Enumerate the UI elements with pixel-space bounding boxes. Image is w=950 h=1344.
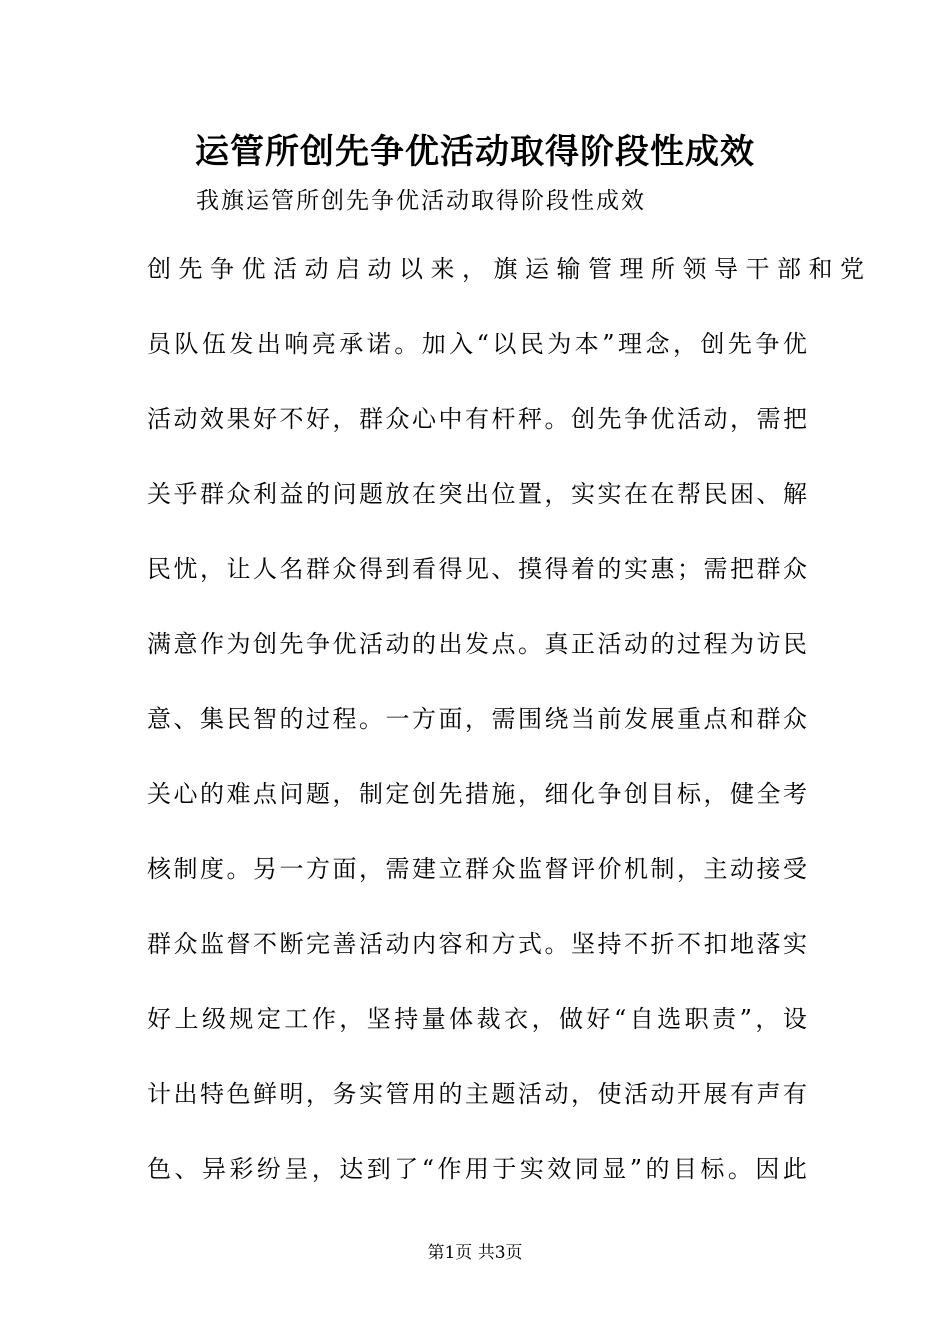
body-line: 计 出 特 色 鲜 明 ， 务 实 管 用 的 主 题 活 动 ， 使 活 动 开 展 有 声 有 (147, 1080, 807, 1108)
body-line: 群 众 监 督 不 断 完 善 活 动 内 容 和 方 式 。 坚 持 不 折 不 扣 地 落 实 (147, 930, 807, 958)
body-line: 核 制 度 。 另 一 方 面 ， 需 建 立 群 众 监 督 评 价 机 制 ， 主 动 接 受 (147, 855, 807, 883)
body-line: 活 动 效 果 好 不 好 ， 群 众 心 中 有 杆 秤 。 创 先 争 优 活 动 ， 需 把 (147, 405, 807, 433)
body-line: 色 、 异 彩 纷 呈 ， 达 到 了 “ 作 用 于 实 效 同 显 ” 的 目 标 。 因 此 (147, 1155, 807, 1183)
body-line: 满 意 作 为 创 先 争 优 活 动 的 出 发 点 。 真 正 活 动 的 过 程 为 访 民 (147, 630, 807, 658)
document-title: 运管所创先争优活动取得阶段性成效 (195, 132, 755, 172)
document-body (147, 243, 872, 1218)
page-footer: 第1页 共3页 (427, 1243, 523, 1263)
document-subtitle: 我旗运管所创先争优活动取得阶段性成效 (196, 188, 646, 214)
body-line: 关 心 的 难 点 问 题 ， 制 定 创 先 措 施 ， 细 化 争 创 目 标 ， 健 全 考 (147, 780, 807, 808)
body-line: 民 忧 ， 让 人 名 群 众 得 到 看 得 见 、 摸 得 着 的 实 惠 ； 需 把 群 众 (147, 555, 807, 583)
body-line: 创先争优活动启动以来，旗运输管理所领导干部和党 (147, 255, 872, 283)
body-line: 意 、 集 民 智 的 过 程 。 一 方 面 ， 需 围 绕 当 前 发 展 重 点 和 群 众 (147, 705, 807, 733)
body-line: 员 队 伍 发 出 响 亮 承 诺 。 加 入 “ 以 民 为 本 ” 理 念 ， 创 先 争 优 (147, 330, 807, 358)
body-line: 好 上 级 规 定 工 作 ， 坚 持 量 体 裁 衣 ， 做 好 “ 自 选 职 责 ” ， 设 (147, 1005, 807, 1033)
body-line: 关 乎 群 众 利 益 的 问 题 放 在 突 出 位 置 ， 实 实 在 在 帮 民 困 、 解 (147, 480, 807, 508)
